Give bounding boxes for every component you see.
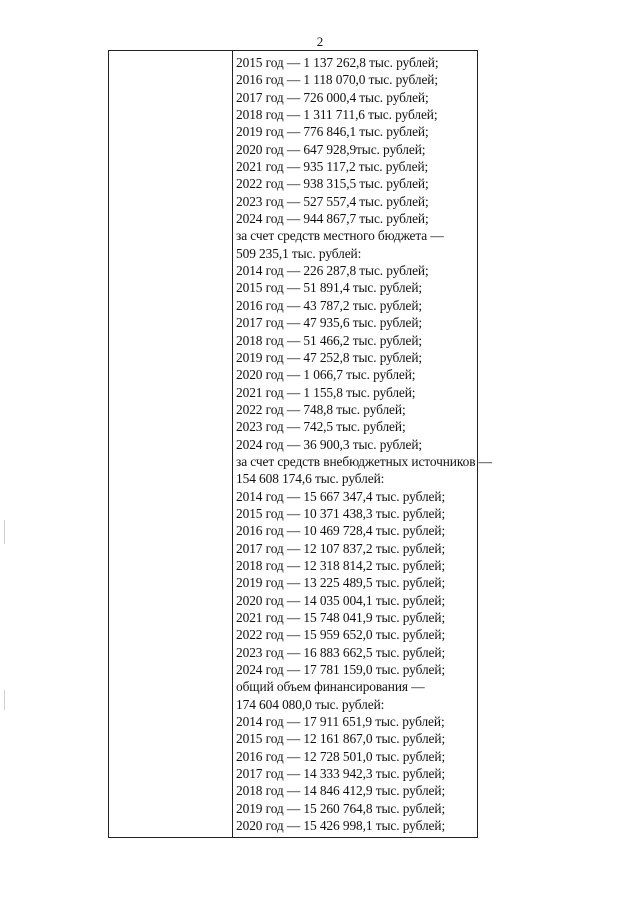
funding-line: 2021 год — 935 117,2 тыс. рублей; (236, 159, 429, 175)
funding-line: 2023 год — 16 883 662,5 тыс. рублей; (236, 644, 446, 660)
funding-line: 2020 год — 15 426 998,1 тыс. рублей; (236, 818, 446, 834)
funding-line: 2024 год — 17 781 159,0 тыс. рублей; (236, 662, 446, 678)
funding-line: 2018 год — 12 318 814,2 тыс. рублей; (236, 557, 446, 573)
funding-line: 2015 год — 12 161 867,0 тыс. рублей; (236, 731, 446, 747)
funding-line: 2019 год — 15 260 764,8 тыс. рублей; (236, 800, 446, 816)
funding-line: 2022 год — 938 315,5 тыс. рублей; (236, 176, 429, 192)
scan-artifact (4, 520, 5, 544)
funding-line: 2019 год — 47 252,8 тыс. рублей; (236, 349, 423, 365)
funding-line: 2015 год — 10 371 438,3 тыс. рублей; (236, 505, 446, 521)
funding-line: 2022 год — 15 959 652,0 тыс. рублей; (236, 627, 446, 643)
funding-line: 2015 год — 51 891,4 тыс. рублей; (236, 280, 423, 296)
funding-line: 2023 год — 527 557,4 тыс. рублей; (236, 193, 429, 209)
funding-line: 2016 год — 10 469 728,4 тыс. рублей; (236, 523, 446, 539)
funding-line: 2016 год — 12 728 501,0 тыс. рублей; (236, 748, 446, 764)
column-divider (232, 51, 233, 837)
funding-line: 2014 год — 17 911 651,9 тыс. рублей; (236, 714, 445, 730)
funding-line: 2021 год — 15 748 041,9 тыс. рублей; (236, 610, 446, 625)
funding-line: 2018 год — 1 311 711,6 тыс. рублей; (236, 107, 438, 123)
funding-line: 2014 год — 15 667 347,4 тыс. рублей; (236, 488, 446, 504)
funding-line: 2018 год — 51 466,2 тыс. рублей; (236, 332, 423, 348)
funding-line: за счет средств местного бюджета — (236, 228, 444, 244)
funding-line: 2017 год — 726 000,4 тыс. рублей; (236, 89, 429, 105)
funding-line: 2017 год — 47 935,6 тыс. рублей; (236, 315, 423, 331)
scan-artifact (4, 690, 5, 710)
funding-line: 154 608 174,6 тыс. рублей: (236, 471, 385, 487)
funding-line: 2023 год — 742,5 тыс. рублей; (236, 419, 406, 435)
funding-lines-list (236, 54, 492, 834)
funding-line: 2019 год — 776 846,1 тыс. рублей; (236, 124, 429, 140)
funding-line: 2022 год — 748,8 тыс. рублей; (236, 401, 406, 417)
funding-line: 2016 год — 1 118 070,0 тыс. рублей; (236, 72, 438, 88)
funding-line: 2014 год — 226 287,8 тыс. рублей; (236, 263, 429, 279)
page-number: 2 (316, 34, 324, 49)
funding-line: 2018 год — 14 846 412,9 тыс. рублей; (236, 783, 446, 799)
funding-line: 2017 год — 14 333 942,3 тыс. рублей; (236, 766, 446, 782)
funding-line: 174 604 080,0 тыс. рублей: (236, 696, 385, 712)
funding-line: 2020 год — 1 066,7 тыс. рублей; (236, 367, 416, 383)
funding-line: 2024 год — 944 867,7 тыс. рублей; (236, 211, 429, 227)
funding-table (108, 50, 492, 838)
funding-line: 2020 год — 14 035 004,1 тыс. рублей; (236, 592, 446, 608)
funding-line: 2016 год — 43 787,2 тыс. рублей; (236, 297, 423, 313)
funding-line: 2015 год — 1 137 262,8 тыс. рублей; (236, 55, 439, 70)
funding-line: общий объем финансирования — (236, 679, 425, 695)
funding-line: 2017 год — 12 107 837,2 тыс. рублей; (236, 540, 446, 556)
funding-line: 509 235,1 тыс. рублей: (236, 245, 362, 261)
funding-line: за счет средств внебюджетных источников — (236, 453, 492, 469)
funding-line: 2021 год — 1 155,8 тыс. рублей; (236, 384, 416, 400)
funding-line: 2024 год — 36 900,3 тыс. рублей; (236, 436, 423, 452)
funding-line: 2019 год — 13 225 489,5 тыс. рублей; (236, 575, 446, 591)
funding-line: 2020 год — 647 928,9тыс. рублей; (236, 141, 426, 157)
